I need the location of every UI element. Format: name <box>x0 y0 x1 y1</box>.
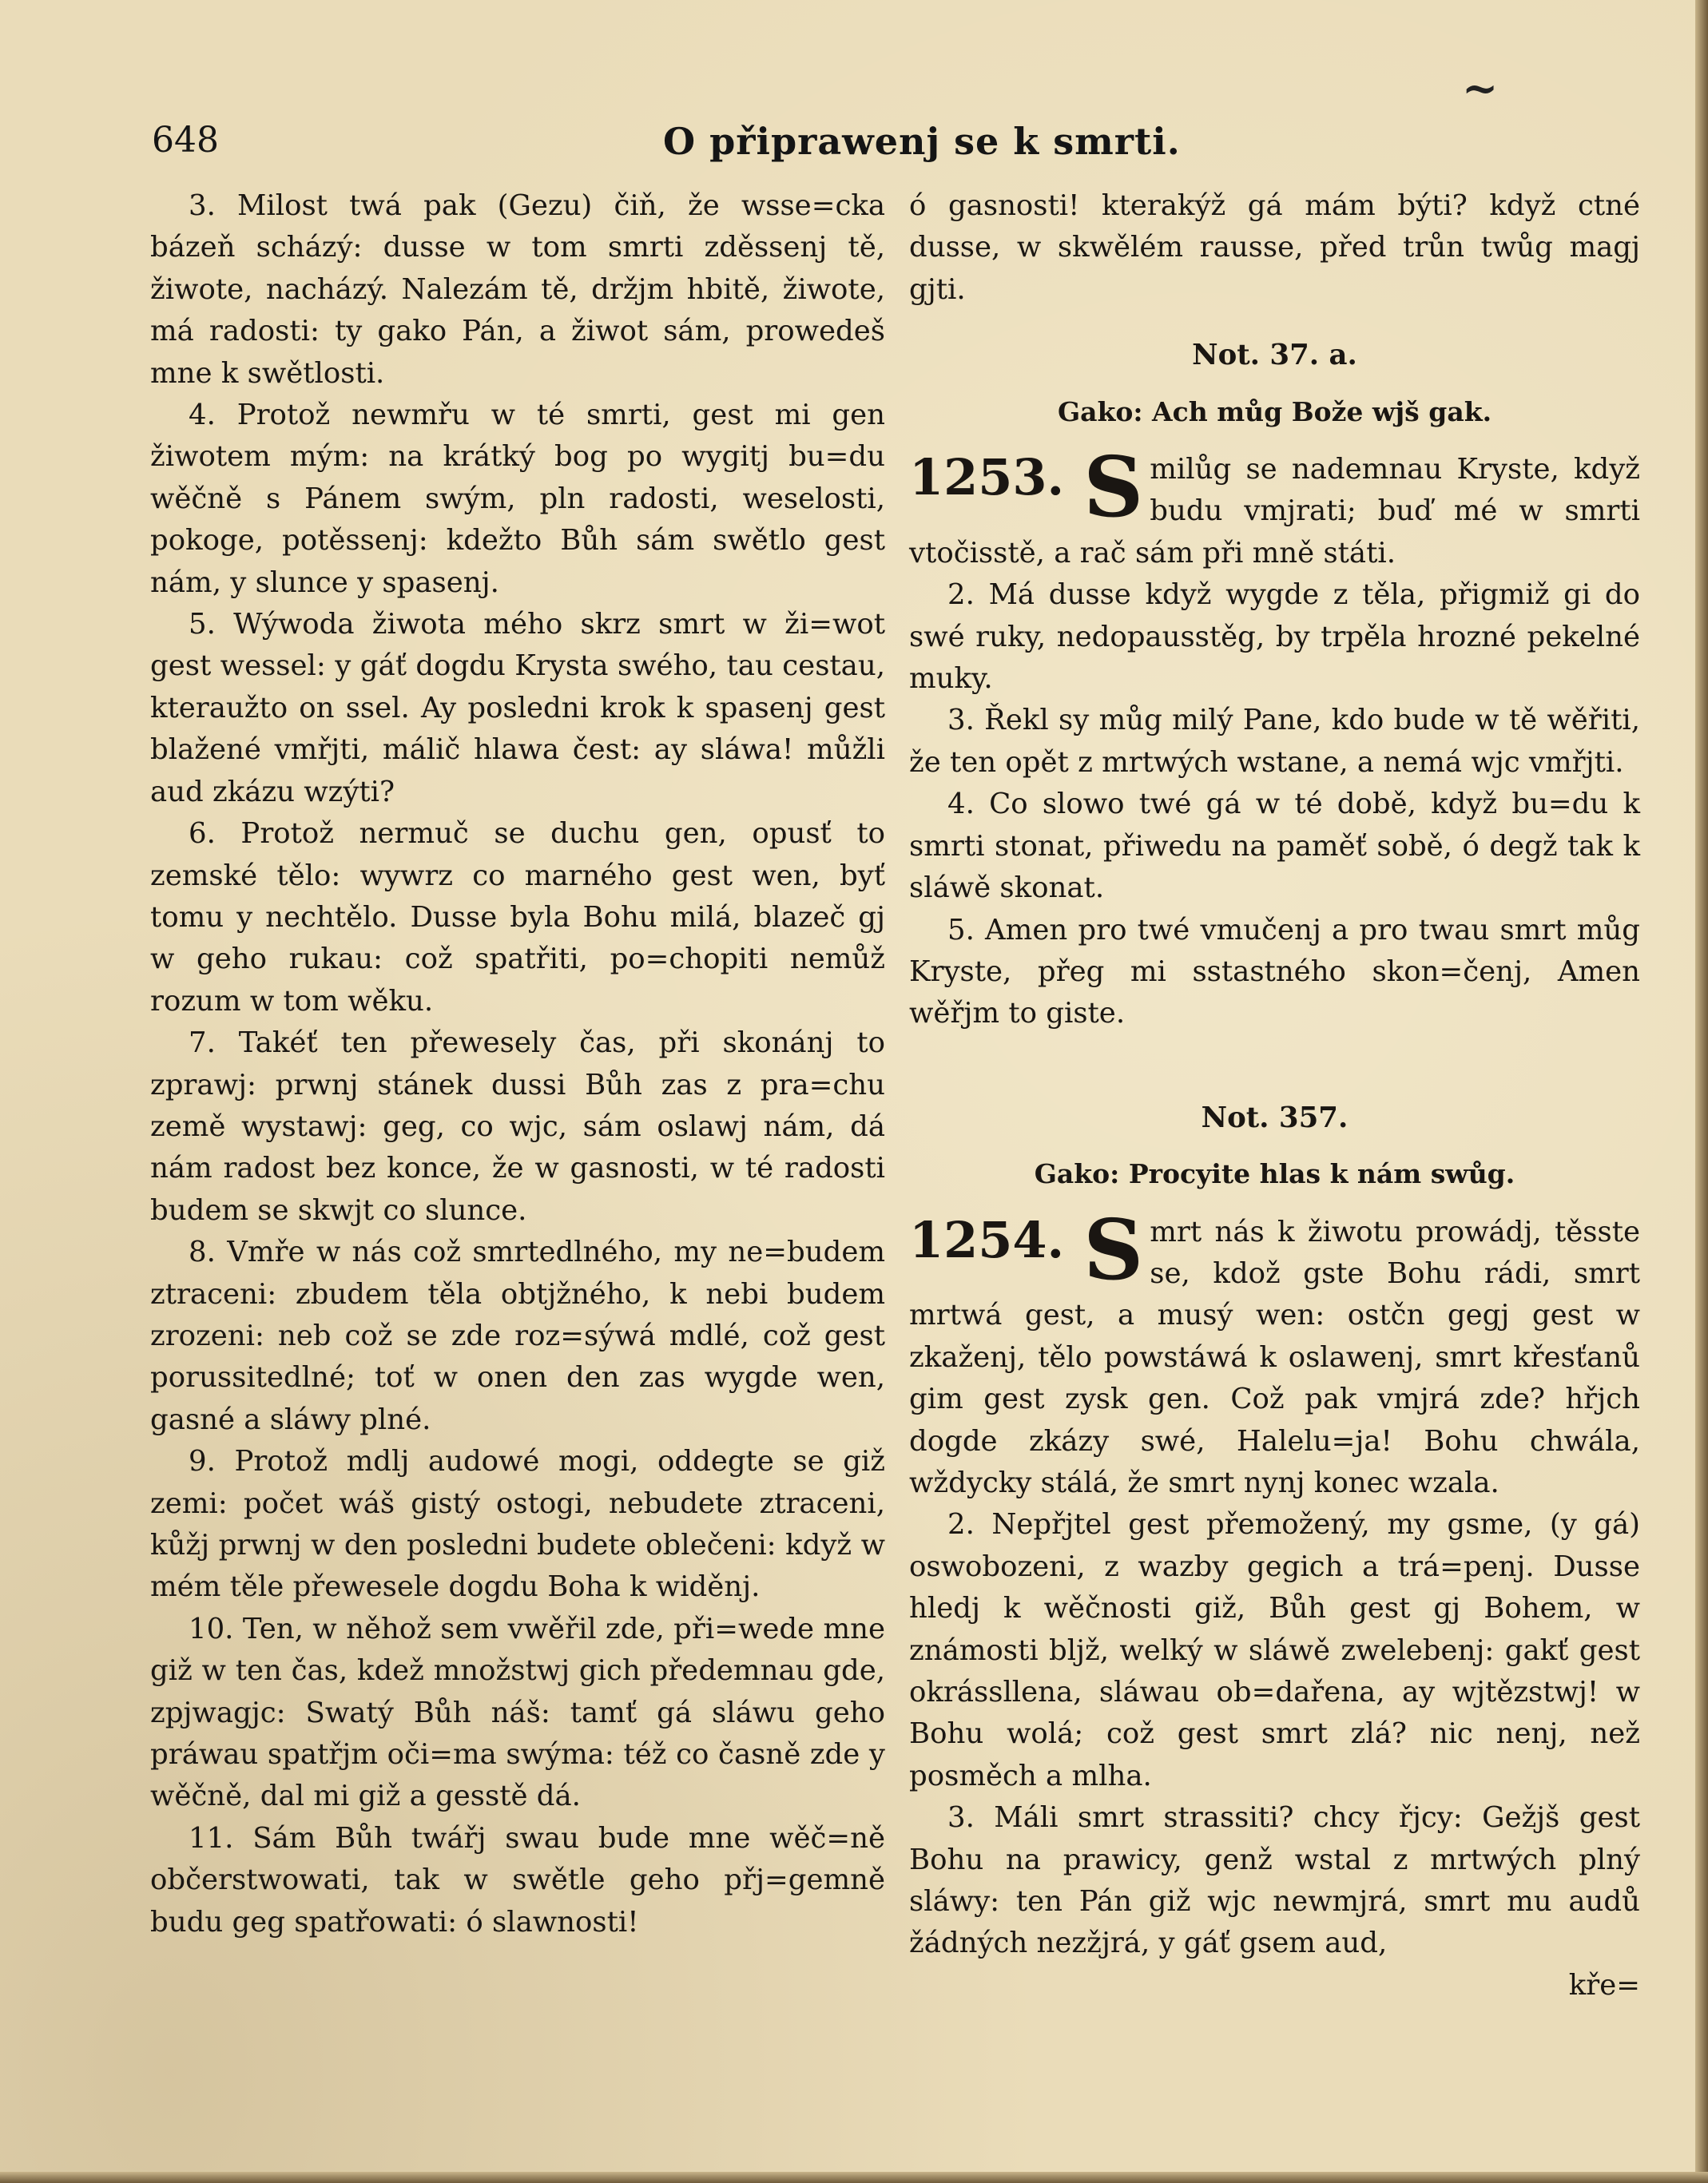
running-title: O připrawenj se k smrti. <box>663 120 1181 163</box>
right-column <box>909 185 1640 2006</box>
stanza: 9. Protož mdlj audowé mogi, oddegte se giž zemi: počet wáš gistý ostogi, nebudete ztraceni, kůžj prwnj w den posledni budete oblečeni: když w mém těle přewesele dogdu Boha k widěnj. <box>150 1445 885 1604</box>
stanza: 6. Protož nermuč se duchu gen, opusť to zemské tělo: wywrz co marného gest wen, byť tomu y nechtělo. Dusse byla Bohu milá, blazeč gj w geho rukau: což spatřiti, po=chopiti nemůž rozum w tom wěku. <box>150 817 885 1018</box>
stanza: 2. Nepřjtel gest přemožený, my gsme, (y gá) oswobozeni, z wazby gegich a trá=penj. Dusse hledj k wěčnosti giž, Bůh gest gj Bohem, w známosti bljž, welký w sláwě zwelebenj: gakť gest okrássllena, sláwau ob=dařena, ay wjtězstwj! w Bohu wolá; což gest smrt zlá? nic nenj, než posměch a mlha. <box>909 1508 1640 1792</box>
stanza: 7. Takéť ten přewesely čas, při skonánj to zprawj: prwnj stánek dussi Bůh zas z pra=chu země wystawj: geg, co wjc, sám oslawj nám, dá nám radost bez konce, že w gasnosti, w té radosti budem se skwjt co slunce. <box>150 1026 885 1227</box>
first-stanza: milůg se nademnau Kryste, když budu vmjrati; buď mé w smrti vtočisstě, a rač sám při mně státi. <box>909 453 1640 570</box>
stanza: 8. Vmře w nás což smrtedlného, my ne=budem ztraceni: zbudem těla obtjžného, k nebi budem zrozeni: neb což se zde roz=sýwá mdlé, což gest porussitedlné; toť w onen den zas wygde wen, gasné a sláwy plné. <box>150 1236 885 1436</box>
first-stanza: mrt nás k žiwotu prowádj, těsste se, kdož gste Bohu rádi, smrt mrtwá gest, a musý wen: ostčn gegj gest w zkaženj, tělo powstáwá k oslawenj, smrt křesťanů gim gest zysk gen. Což pak vmjrá zde? hřjch dogde zkázy swé, Halelu=ja! Bohu chwála, wždycky stálá, že smrt nynj konec wzala. <box>909 1215 1640 1499</box>
drop-cap: S <box>1083 1200 1144 1299</box>
stanza: 4. Protož newmřu w té smrti, gest mi gen žiwotem mým: na krátký bog po wygitj bu=du wěčně s Pánem swým, pln radosti, weselosti, pokoge, potěssenj: kdežto Bůh sám swětlo gest nám, y slunce y spasenj. <box>150 399 885 599</box>
hymn-1254 <box>909 1200 1640 1505</box>
stanza: 5. Wýwoda žiwota mého skrz smrt w ži=wot gest wessel: y gáť dogdu Krysta swého, tau cestau, kteraužto on ssel. Ay posledni krok k spasenj gest blažené vmřjti, málič hlawa čest: ay sláwa! můžli aud zkázu wzýti? <box>150 608 885 808</box>
tune-reference: Gako: Procyite hlas k nám swůg. <box>1034 1158 1515 1190</box>
continued-stanza: ó gasnosti! kterakýž gá mám býti? když ctné dusse, w skwělém rausse, před trůn twůg magj gjti. <box>909 189 1640 306</box>
page-header <box>152 120 1654 176</box>
hymn-number: 1254. <box>909 1210 1065 1269</box>
stanza: 3. Máli smrt strassiti? chcy řjcy: Gežjš gest Bohu na prawicy, genž wstal z mrtwých plný sláwy: ten Pán giž wjc newmjrá, smrt mu audů žádných nezžjrá, y gáť gsem aud, <box>909 1801 1640 1960</box>
hymn-1253 <box>909 438 1640 574</box>
stanza: 11. Sám Bůh twářj swau bude mne wěč=ně občerstwowati, tak w swětle geho přj=gemně budu geg spatřowati: ó slawnosti! <box>150 1821 885 1939</box>
page-edge-bottom <box>0 2172 1708 2183</box>
page-edge-right <box>1695 0 1708 2183</box>
corner-mark: ~ <box>1462 62 1499 113</box>
stanza: 3. Milost twá pak (Gezu) čiň, že wsse=cka bázeň scházý: dusse w tom smrti zděssenj tě, žiwote, nacházý. Nalezám tě, držjm hbitě, žiwote, má radosti: ty gako Pán, a žiwot sám, prowedeš mne k swětlosti. <box>150 189 885 390</box>
melody-note: Not. 37. a. <box>1192 339 1357 372</box>
stanza: 5. Amen pro twé vmučenj a pro twau smrt můg Kryste, přeg mi sstastného skon=čenj, Amen wěřjm to giste. <box>909 913 1640 1030</box>
stanza: 3. Řekl sy můg milý Pane, kdo bude w tě wěřiti, že ten opět z mrtwých wstane, a nemá wjc vmřjti. <box>909 704 1640 779</box>
stanza: 10. Ten, w něhož sem vwěřil zde, při=wede mne giž w ten čas, kdež množstwj gich předemnau gde, zpjwagjc: Swatý Bůh náš: tamť gá sláwu geho práwau spatřjm oči=ma swýma: též co časně zde y wěčně, dal mi giž a gesstě dá. <box>150 1612 885 1813</box>
page-number: 648 <box>152 120 219 161</box>
melody-note: Not. 357. <box>1201 1101 1349 1134</box>
hymn-number: 1253. <box>909 448 1065 507</box>
drop-cap: S <box>1083 438 1144 537</box>
stanza: 2. Má dusse když wygde z těla, přigmiž gi do swé ruky, nedopausstěg, by trpěla hrozné pekelné muky. <box>909 578 1640 696</box>
catchword: kře= <box>1568 1968 1640 2002</box>
tune-reference: Gako: Ach můg Bože wjš gak. <box>1057 395 1492 427</box>
left-column <box>150 185 885 1943</box>
stanza: 4. Co slowo twé gá w té době, když bu=du k smrti stonat, přiwedu na paměť sobě, ó degž tak k sláwě skonat. <box>909 788 1640 905</box>
